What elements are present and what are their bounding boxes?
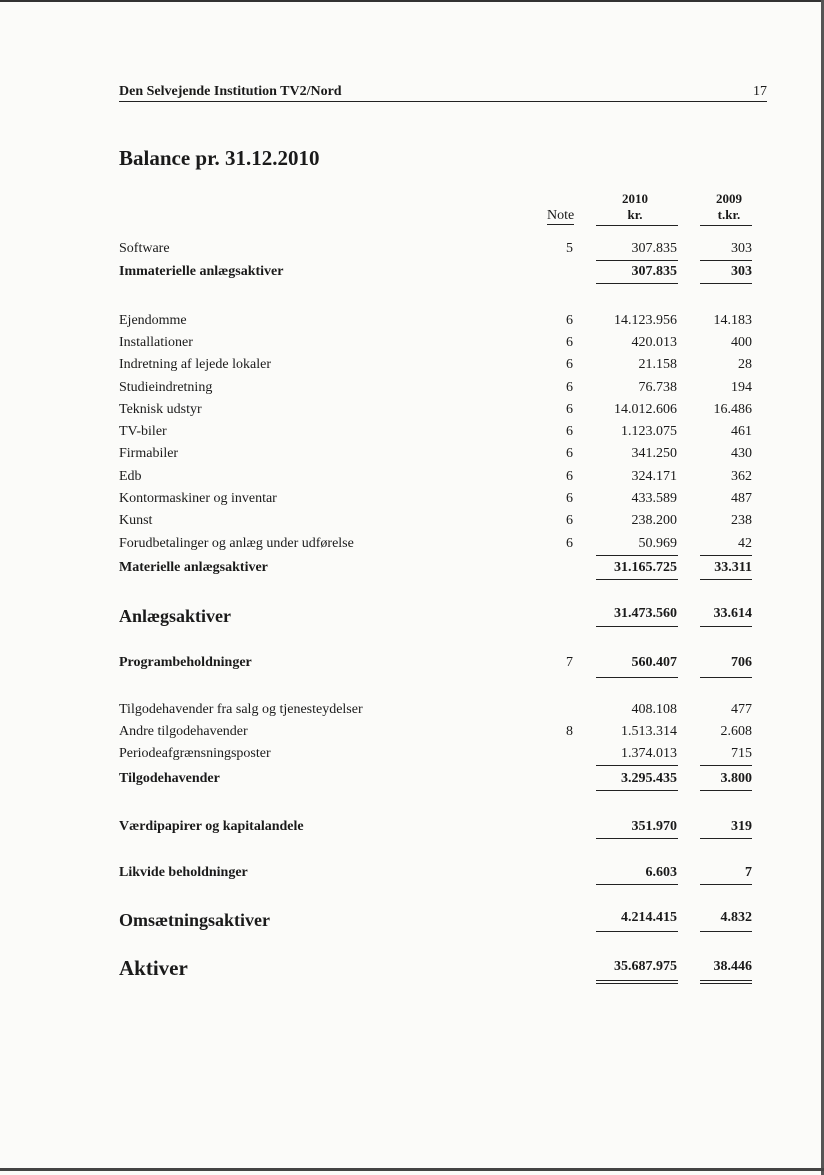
table-row: Kontormaskiner og inventar 6 433.589 487 [119, 491, 752, 506]
page-number: 17 [753, 84, 767, 99]
table-row: Materielle anlægsaktiver 31.165.725 33.311 [119, 560, 752, 575]
page-title: Balance pr. 31.12.2010 [119, 146, 320, 170]
total-rule [596, 790, 678, 791]
table-row: Studieindretning 6 76.738 194 [119, 380, 752, 395]
unit-2009-header: t.kr. [717, 207, 741, 222]
table-row: Edb 6 324.171 362 [119, 469, 752, 484]
table-row: Tilgodehavender fra salg og tjenesteydelser 408.108 477 [119, 702, 752, 717]
total-rule [700, 626, 752, 627]
total-rule [700, 283, 752, 284]
table-row: Immaterielle anlægsaktiver 307.835 303 [119, 264, 752, 279]
grand-total-rule [596, 983, 678, 984]
total-rule [596, 884, 678, 885]
total-rule [700, 931, 752, 932]
grand-total-rule [596, 980, 678, 981]
subtotal-rule [700, 260, 752, 261]
subtotal-rule [596, 765, 678, 766]
table-row: Teknisk udstyr 6 14.012.606 16.486 [119, 402, 752, 417]
table-row: Anlægsaktiver 31.473.560 33.614 [119, 606, 752, 626]
header-rule-2009 [700, 225, 752, 226]
total-rule [596, 283, 678, 284]
table-row: Værdipapirer og kapitalandele 351.970 319 [119, 819, 752, 834]
table-row: Andre tilgodehavender 8 1.513.314 2.608 [119, 724, 752, 739]
subtotal-rule [700, 555, 752, 556]
subtotal-rule [596, 555, 678, 556]
table-row: Aktiver 35.687.975 38.446 [119, 956, 752, 980]
total-rule [596, 579, 678, 580]
table-row: Likvide beholdninger 6.603 7 [119, 865, 752, 880]
total-rule [596, 838, 678, 839]
total-rule [596, 626, 678, 627]
table-row: TV-biler 6 1.123.075 461 [119, 424, 752, 439]
table-row: Omsætningsaktiver 4.214.415 4.832 [119, 910, 752, 930]
total-rule [596, 677, 678, 678]
total-rule [700, 790, 752, 791]
institution-name: Den Selvejende Institution TV2/Nord [119, 84, 342, 99]
total-rule [700, 838, 752, 839]
table-row: Kunst 6 238.200 238 [119, 513, 752, 528]
table-row: Programbeholdninger 7 560.407 706 [119, 655, 752, 670]
top-border [0, 0, 824, 2]
total-rule [700, 677, 752, 678]
subtotal-rule [596, 260, 678, 261]
year-2010-header: 2010 [622, 191, 648, 206]
total-rule [700, 884, 752, 885]
table-row: Ejendomme 6 14.123.956 14.183 [119, 313, 752, 328]
bottom-border [0, 1168, 824, 1171]
table-row: Installationer 6 420.013 400 [119, 335, 752, 350]
page-header [119, 82, 767, 102]
grand-total-rule [700, 983, 752, 984]
table-row: Forudbetalinger og anlæg under udførelse 6 50.969 42 [119, 536, 752, 551]
total-rule [596, 931, 678, 932]
table-row: Firmabiler 6 341.250 430 [119, 446, 752, 461]
year-2009-header: 2009 [716, 191, 742, 206]
subtotal-rule [700, 765, 752, 766]
note-column-header: Note [547, 208, 575, 223]
table-row: Tilgodehavender 3.295.435 3.800 [119, 771, 752, 786]
table-row: Indretning af lejede lokaler 6 21.158 28 [119, 357, 752, 372]
header-rule-2010 [596, 225, 678, 226]
table-row: Software 5 307.835 303 [119, 241, 752, 256]
unit-2010-header: kr. [627, 207, 643, 222]
total-rule [700, 579, 752, 580]
grand-total-rule [700, 980, 752, 981]
table-row: Periodeafgrænsningsposter 1.374.013 715 [119, 746, 752, 761]
